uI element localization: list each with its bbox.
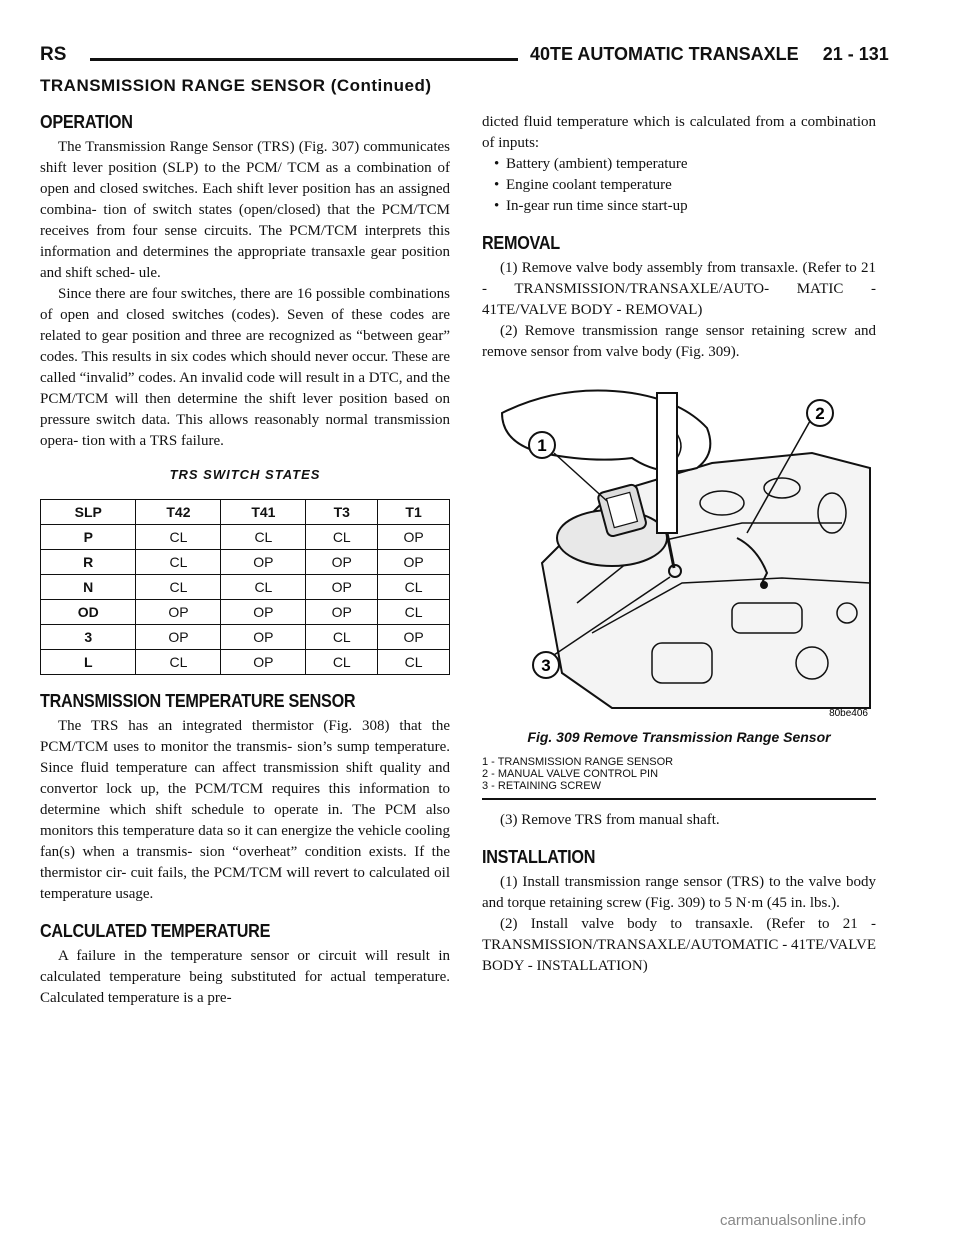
table-cell: OP [136,600,221,625]
table-cell: CL [378,575,450,600]
table-cell: CL [221,525,306,550]
continued-title: TRANSMISSION RANGE SENSOR (Continued) [40,76,432,95]
table-header-cell: T1 [378,500,450,525]
page-number: 21 - 131 [822,44,889,64]
table-title: TRS SWITCH STATES [169,467,321,482]
table-cell: CL [136,650,221,675]
table-cell: CL [378,600,450,625]
removal-step-1: (1) Remove valve body assembly from transaxle. (Refer to 21 - TRANSMISSION/TRANSAXLE/AUTO- MATIC - 41TE/VALVE BODY - REMOVAL) [482,260,876,318]
table-row [41,575,450,600]
figure-309 [482,373,876,723]
table-cell: CL [136,525,221,550]
table-cell: CL [221,575,306,600]
left-column [40,112,450,1009]
table-cell: OP [221,550,306,575]
table-cell: OP [306,600,378,625]
table-cell: OP [221,650,306,675]
removal-step-2: (2) Remove transmission range sensor retaining screw and remove sensor from valve body (Fig. 309). [482,323,876,360]
legend-item: 3 - RETAINING SCREW [482,780,601,792]
table-cell: OP [378,625,450,650]
list-item: • In-gear run time since start-up [506,196,876,217]
table-row [41,600,450,625]
table-cell: OP [378,525,450,550]
calc-temp-paragraph: A failure in the temperature sensor or circuit will result in calculated temperature being substituted for actual temperature. Calculated temperature is a pre- [40,948,450,1006]
list-item: • Battery (ambient) temperature [506,154,876,175]
table-cell: CL [306,525,378,550]
right-column [482,112,876,977]
header-section-code: RS [40,44,67,65]
table-cell: CL [306,650,378,675]
table-header-cell: T3 [306,500,378,525]
table-cell: CL [136,575,221,600]
table-row [41,525,450,550]
inputs-list [482,154,876,217]
callout-2: 2 [815,404,825,423]
callout-1: 1 [537,436,547,455]
table-cell: P [41,525,136,550]
table-cell: N [41,575,136,600]
figure-code: 80be406 [829,708,868,719]
table-cell: OP [306,575,378,600]
watermark: carmanualsonline.info [720,1212,866,1229]
table-header-row [41,500,450,525]
table-cell: OD [41,600,136,625]
figure-legend [482,756,876,792]
table-cell: R [41,550,136,575]
table-cell: OP [378,550,450,575]
table-header-cell: T42 [136,500,221,525]
temp-sensor-paragraph: The TRS has an integrated thermistor (Fig. 308) that the PCM/TCM uses to monitor the transmis- sion’s sump temperature. Since fluid temperature can affect transmission shift quality and convertor lock up, the PCM/TCM requires this information to determine which shift schedule to operate in. The PCM also monitors this temperature data so it can energize the vehicle cooling fan(s) when a transmis- sion “overheat” condition exists. If the thermistor cir- cuit fails, the PCM/TCM will revert to calculated oil temperature usage. [40,718,450,902]
table-row [41,550,450,575]
operation-paragraph-2: Since there are four switches, there are 16 possible combinations of open and closed switches (codes). Seven of these codes are related to gear position and three are recognized as “between gear” codes. This results in six codes which should never occur. These are called “invalid” codes. An invalid code will result in a DTC, and the PCM/TCM will then determine the shift lever position based on pressure switch data. This allows reasonably normal transmission opera- tion with a TRS failure. [40,286,450,449]
table-cell: OP [306,550,378,575]
header-rule [90,58,518,61]
calc-temp-paragraph-cont: dicted fluid temperature which is calculated from a combination of inputs: [482,114,876,151]
list-item: • Engine coolant temperature [506,175,876,196]
legend-item: 1 - TRANSMISSION RANGE SENSOR [482,756,674,768]
legend-item: 2 - MANUAL VALVE CONTROL PIN [482,768,659,780]
operation-paragraph-1: The Transmission Range Sensor (TRS) (Fig. 307) communicates shift lever position (SLP) to the PCM/ TCM as a combination of open and closed switches. Each shift lever position has an assigned combina- tion of switch states (open/closed) that the PCM/TCM receives from four sense circuits. The PCM/TCM interprets this information and determines the appropriate transaxle gear position and shift sched- ule. [40,139,450,281]
table-row [41,650,450,675]
installation-step-1: (1) Install transmission range sensor (TRS) to the valve body and torque retaining screw (Fig. 309) to 5 N·m (45 in. lbs.). [482,873,876,911]
table-cell: OP [136,625,221,650]
table-cell: CL [378,650,450,675]
calc-temp-heading: CALCULATED TEMPERATURE [40,921,271,941]
table-header-cell: SLP [41,500,136,525]
figure-caption: Fig. 309 Remove Transmission Range Sensor [527,729,831,745]
table-cell: CL [136,550,221,575]
header-title [530,44,889,65]
table-cell: 3 [41,625,136,650]
table-cell: CL [306,625,378,650]
table-cell: OP [221,600,306,625]
operation-heading: OPERATION [40,112,133,132]
table-header-cell: T41 [221,500,306,525]
removal-step-3: (3) Remove TRS from manual shaft. [500,811,720,828]
table-cell: OP [221,625,306,650]
legend-rule [482,798,876,800]
trs-switch-states-table [40,499,450,675]
callout-3: 3 [541,656,551,675]
header-chapter-title: 40TE AUTOMATIC TRANSAXLE [530,44,799,64]
removal-heading: REMOVAL [482,233,560,253]
installation-heading: INSTALLATION [482,846,596,867]
sensor-removal-illustration [482,373,876,723]
table-cell: L [41,650,136,675]
installation-step-2: (2) Install valve body to transaxle. (Refer to 21 - TRANSMISSION/TRANSAXLE/AUTOMATIC - 41TE/VALVE BODY - INSTALLATION) [482,915,876,974]
temp-sensor-heading: TRANSMISSION TEMPERATURE SENSOR [40,691,356,711]
table-row [41,625,450,650]
